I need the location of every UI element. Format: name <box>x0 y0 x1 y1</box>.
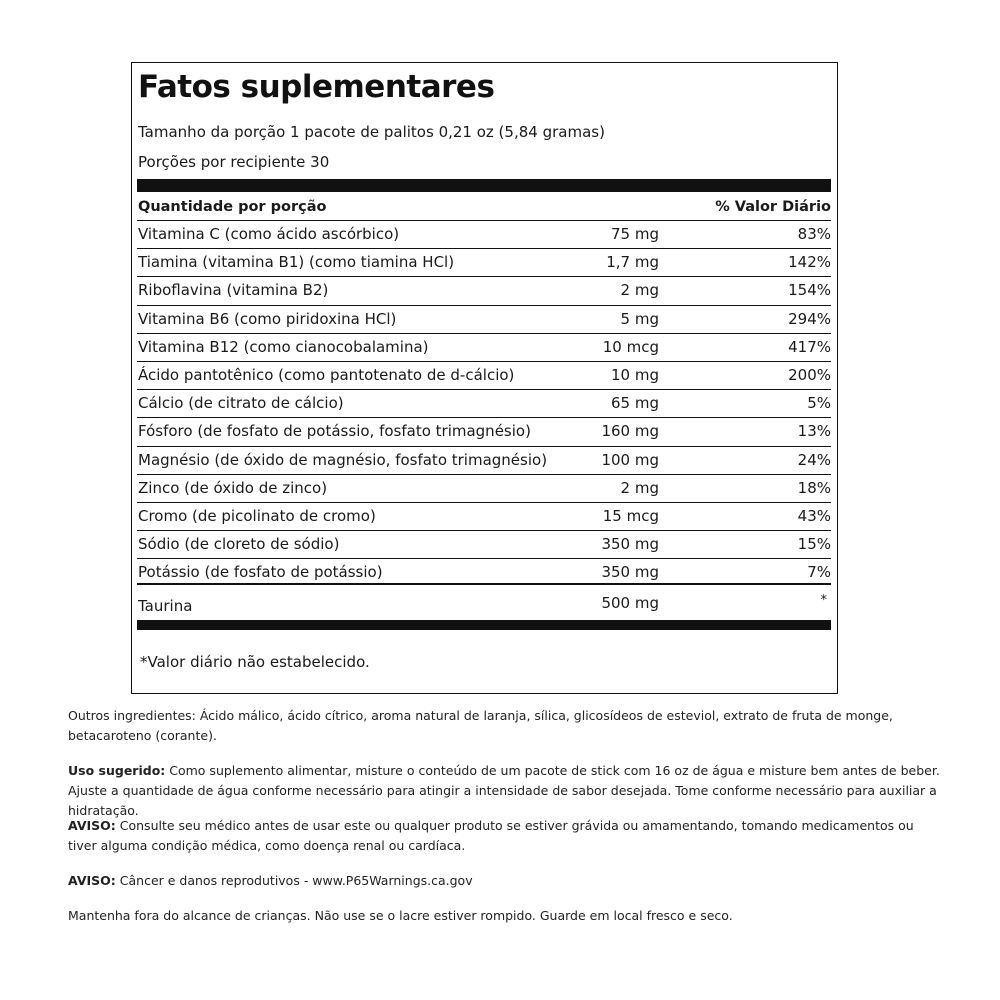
nutrient-amount: 10 mg <box>611 365 659 384</box>
nutrient-amount: 5 mg <box>620 309 659 328</box>
warning-label: AVISO: <box>68 873 116 888</box>
nutrient-name: Vitamina B12 (como cianocobalamina) <box>138 337 429 356</box>
table-row <box>137 362 831 390</box>
panel-title: Fatos suplementares <box>138 69 495 105</box>
nutrient-amount: 350 mg <box>601 563 659 582</box>
nutrient-amount: 2 mg <box>620 478 659 497</box>
serving-size: Tamanho da porção 1 pacote de palitos 0,21 oz (5,84 gramas) <box>138 123 605 141</box>
nutrient-name: Tiamina (vitamina B1) (como tiamina HCl) <box>138 253 455 272</box>
table-header <box>137 193 831 221</box>
nutrient-name: Taurina <box>138 597 193 615</box>
warning-medical <box>68 816 940 856</box>
table-row-taurine <box>137 591 831 617</box>
nutrient-daily-value: 417% <box>788 337 831 356</box>
table-row <box>137 334 831 362</box>
nutrient-amount: 75 mg <box>611 225 659 243</box>
nutrient-amount: 500 mg <box>601 594 659 612</box>
nutrient-rows <box>137 221 831 587</box>
nutrient-name: Riboflavina (vitamina B2) <box>138 281 329 300</box>
thick-divider-top <box>137 179 831 192</box>
warning-text: Consulte seu médico antes de usar este ou qualquer produto se estiver grávida ou amamentando, tomando medicamentos ou tiver alguma condição médica, como doença renal ou cardíaca. <box>68 818 914 853</box>
other-ingredients: Outros ingredientes: Ácido málico, ácido cítrico, aroma natural de laranja, sílica, glicosídeos de esteviol, extrato de fruta de monge, betacaroteno (corante). <box>68 708 893 743</box>
nutrient-name: Zinco (de óxido de zinco) <box>138 478 328 497</box>
nutrient-daily-value: 200% <box>788 365 831 384</box>
table-row <box>137 503 831 531</box>
nutrient-name: Magnésio (de óxido de magnésio, fosfato trimagnésio) <box>138 450 548 469</box>
nutrient-name: Sódio (de cloreto de sódio) <box>138 535 340 554</box>
table-row <box>137 531 831 559</box>
nutrient-daily-value: 7% <box>807 563 831 582</box>
table-row <box>137 390 831 418</box>
nutrient-daily-value: 83% <box>797 225 831 243</box>
nutrient-name: Potássio (de fosfato de potássio) <box>138 563 383 582</box>
footnote: *Valor diário não estabelecido. <box>140 653 370 671</box>
nutrient-amount: 10 mcg <box>602 337 659 356</box>
nutrient-amount: 15 mcg <box>602 506 659 525</box>
nutrient-name: Cálcio (de citrato de cálcio) <box>138 394 344 413</box>
header-amount: Quantidade por porção <box>138 199 327 215</box>
nutrient-amount: 160 mg <box>601 422 659 441</box>
servings-per-container: Porções por recipiente 30 <box>138 153 330 171</box>
warning-prop65 <box>68 871 940 891</box>
thick-divider-bottom <box>137 620 831 630</box>
suggested-use <box>68 761 940 821</box>
table-row <box>137 249 831 277</box>
nutrient-daily-value: 294% <box>788 309 831 328</box>
suggested-use-text: Como suplemento alimentar, misture o conteúdo de um pacote de stick com 16 oz de água e misture bem antes de beber. Ajuste a quantidade de água conforme necessário para atingir a intensidade de sabor desejada. Tome conforme necessário para auxiliar a hidratação. <box>68 763 940 818</box>
nutrient-amount: 2 mg <box>620 281 659 300</box>
nutrient-daily-value: 43% <box>797 506 831 525</box>
header-daily-value: % Valor Diário <box>715 199 831 215</box>
table-row <box>137 306 831 334</box>
nutrient-daily-value: 24% <box>797 450 831 469</box>
nutrient-name: Ácido pantotênico (como pantotenato de d-cálcio) <box>138 365 515 384</box>
nutrient-name: Cromo (de picolinato de cromo) <box>138 506 376 525</box>
nutrient-daily-value: 142% <box>788 253 831 272</box>
suggested-use-label: Uso sugerido: <box>68 763 166 778</box>
nutrient-daily-value: * <box>820 593 827 608</box>
nutrient-name: Vitamina B6 (como piridoxina HCl) <box>138 309 397 328</box>
nutrient-daily-value: 154% <box>788 281 831 300</box>
nutrient-name: Vitamina C (como ácido ascórbico) <box>138 225 400 243</box>
table-row <box>137 418 831 446</box>
nutrient-daily-value: 13% <box>797 422 831 441</box>
storage-instructions: Mantenha fora do alcance de crianças. Não use se o lacre estiver rompido. Guarde em local fresco e seco. <box>68 908 733 923</box>
nutrient-daily-value: 5% <box>807 394 831 413</box>
table-row <box>137 221 831 249</box>
warning-text: Câncer e danos reprodutivos - www.P65Warnings.ca.gov <box>115 873 473 888</box>
nutrient-amount: 100 mg <box>601 450 659 469</box>
supplement-facts-panel <box>131 62 838 694</box>
warning-label: AVISO: <box>68 818 116 833</box>
nutrient-name: Fósforo (de fosfato de potássio, fosfato trimagnésio) <box>138 422 531 441</box>
nutrient-amount: 65 mg <box>611 394 659 413</box>
nutrient-daily-value: 18% <box>797 478 831 497</box>
table-row <box>137 277 831 305</box>
nutrient-daily-value: 15% <box>797 535 831 554</box>
table-row <box>137 475 831 503</box>
nutrient-amount: 1,7 mg <box>606 253 659 272</box>
table-row <box>137 447 831 475</box>
nutrient-amount: 350 mg <box>601 535 659 554</box>
thin-divider <box>137 583 831 585</box>
